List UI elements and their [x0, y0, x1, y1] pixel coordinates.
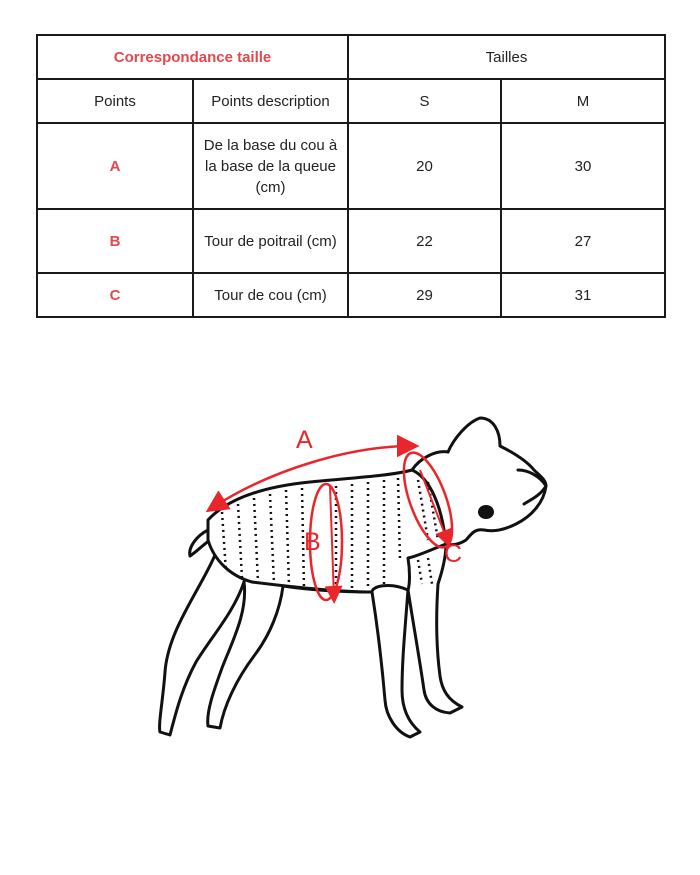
- dog-nose: [478, 505, 494, 519]
- measurement-c-label: C: [444, 540, 463, 568]
- table-row: [37, 123, 665, 209]
- size-m-value: 27: [501, 209, 665, 273]
- point-label: B: [37, 209, 193, 273]
- sizes-header: Tailles: [348, 35, 665, 79]
- table-row: [37, 273, 665, 317]
- size-m-value: 31: [501, 273, 665, 317]
- size-m-value: 30: [501, 123, 665, 209]
- point-description: De la base du cou à la base de la queue (cm): [193, 123, 348, 209]
- point-label: C: [37, 273, 193, 317]
- measurement-a-label: A: [296, 426, 313, 454]
- table-row: [37, 209, 665, 273]
- size-s-value: 29: [348, 273, 501, 317]
- point-label: A: [37, 123, 193, 209]
- point-description: Tour de cou (cm): [193, 273, 348, 317]
- table-header-row: [37, 35, 665, 79]
- dog-jacket-illustration: [140, 410, 560, 750]
- column-header-size-m: M: [501, 79, 665, 123]
- column-header-description: Points description: [193, 79, 348, 123]
- point-description: Tour de poitrail (cm): [193, 209, 348, 273]
- measurement-b-label: B: [304, 528, 321, 556]
- size-chart-table: [36, 34, 666, 318]
- column-header-row: [37, 79, 665, 123]
- size-s-value: 22: [348, 209, 501, 273]
- column-header-points: Points: [37, 79, 193, 123]
- size-s-value: 20: [348, 123, 501, 209]
- table-title: Correspondance taille: [37, 35, 348, 79]
- column-header-size-s: S: [348, 79, 501, 123]
